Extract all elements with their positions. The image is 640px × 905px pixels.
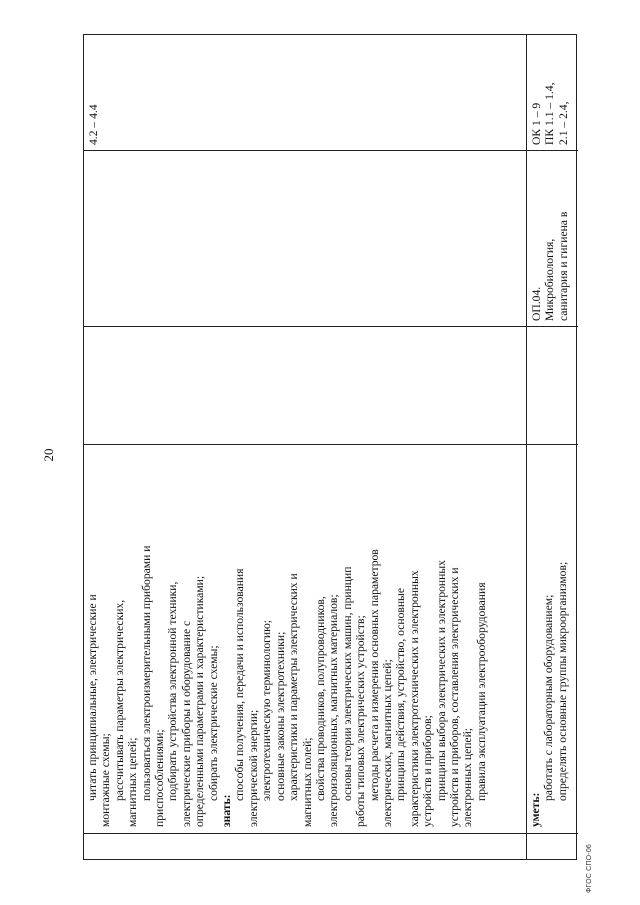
text-line: определенными параметрами и характеристиками;: [193, 575, 207, 827]
skills-knowledge-cell: [84, 444, 526, 833]
text-line: определять основные группы микроорганизмов;: [555, 561, 569, 801]
text-line: устройств и приборов, составления электрических и: [447, 567, 461, 827]
text-line: электрической энергии;: [246, 709, 260, 827]
competency-code: ОК 1 – 9: [530, 102, 543, 145]
text-line: основы теории электрических машин, принцип: [340, 566, 354, 801]
text-line: принципы выбора электрических и электронных: [434, 560, 448, 801]
text-line: монтажные схемы;: [99, 733, 113, 827]
text-line: свойства проводников, полупроводников,: [313, 596, 327, 801]
discipline-cell: [527, 150, 578, 326]
discipline-line: Микробиология,: [543, 238, 557, 321]
footer-code: ФГОС СПО-06: [586, 843, 593, 893]
text-line: подбирать устройства электронной техники,: [166, 581, 180, 801]
competency-code: 4.2 – 4.4: [87, 104, 100, 145]
text-line: электротехническую терминологию;: [260, 620, 274, 801]
text-line: читать принципиальные, электрические и: [86, 594, 99, 801]
text-line: принципы действия, устройство, основные: [394, 588, 408, 801]
standards-table: [83, 34, 577, 860]
text-line: электрических, магнитных цепей;: [380, 659, 394, 827]
index-cell: [84, 833, 526, 859]
skills-knowledge-cell: [527, 444, 578, 833]
text-line: характеристики и параметры электрических и: [287, 573, 301, 801]
text-line: основные законы электротехники;: [273, 631, 287, 801]
discipline-line: санитария и гигиена в: [556, 211, 570, 321]
text-line: методы расчета и измерения основных параметров: [367, 549, 381, 801]
text-line: работы типовых электрических устройств;: [354, 615, 368, 827]
index-cell: [527, 833, 578, 859]
discipline-cell: [84, 150, 526, 326]
text-line: электроизоляционных, магнитных материалов;: [327, 594, 341, 827]
text-line: электронных цепей;: [461, 728, 475, 827]
text-line: уметь:: [529, 792, 542, 827]
text-line: приспособлениями;: [153, 729, 167, 827]
text-line: электрические приборы и оборудование с: [179, 620, 193, 827]
text-line: магнитных полей;: [300, 737, 314, 827]
text-line: рассчитывать параметры электрических,: [112, 599, 126, 801]
text-line: пользоваться электроизмерительными приборами и: [139, 545, 153, 801]
competency-code: ПК 1.1 – 1.4,: [543, 82, 557, 145]
competency-code: 2.1 – 2.4,: [556, 101, 570, 145]
hours-cell: [84, 326, 526, 444]
text-line: магнитных цепей;: [126, 737, 140, 827]
competency-codes-cell: [84, 33, 526, 150]
table-row: [84, 35, 527, 859]
table-row: [527, 35, 578, 859]
text-line: собирать электрические схемы;: [206, 645, 220, 801]
text-line: знать:: [220, 794, 234, 827]
text-line: правила эксплуатации электрооборудования: [474, 582, 488, 801]
hours-cell: [527, 326, 578, 444]
page-number: 20: [41, 448, 56, 462]
discipline-line: ОП.04.: [530, 286, 543, 321]
text-line: характеристики электротехнических и электронных: [407, 570, 421, 827]
text-line: способы получения, передачи и использования: [233, 568, 247, 801]
competency-codes-cell: [527, 33, 578, 150]
text-line: устройств и приборов;: [421, 715, 435, 827]
text-line: работать с лабораторным оборудованием;: [542, 594, 556, 801]
